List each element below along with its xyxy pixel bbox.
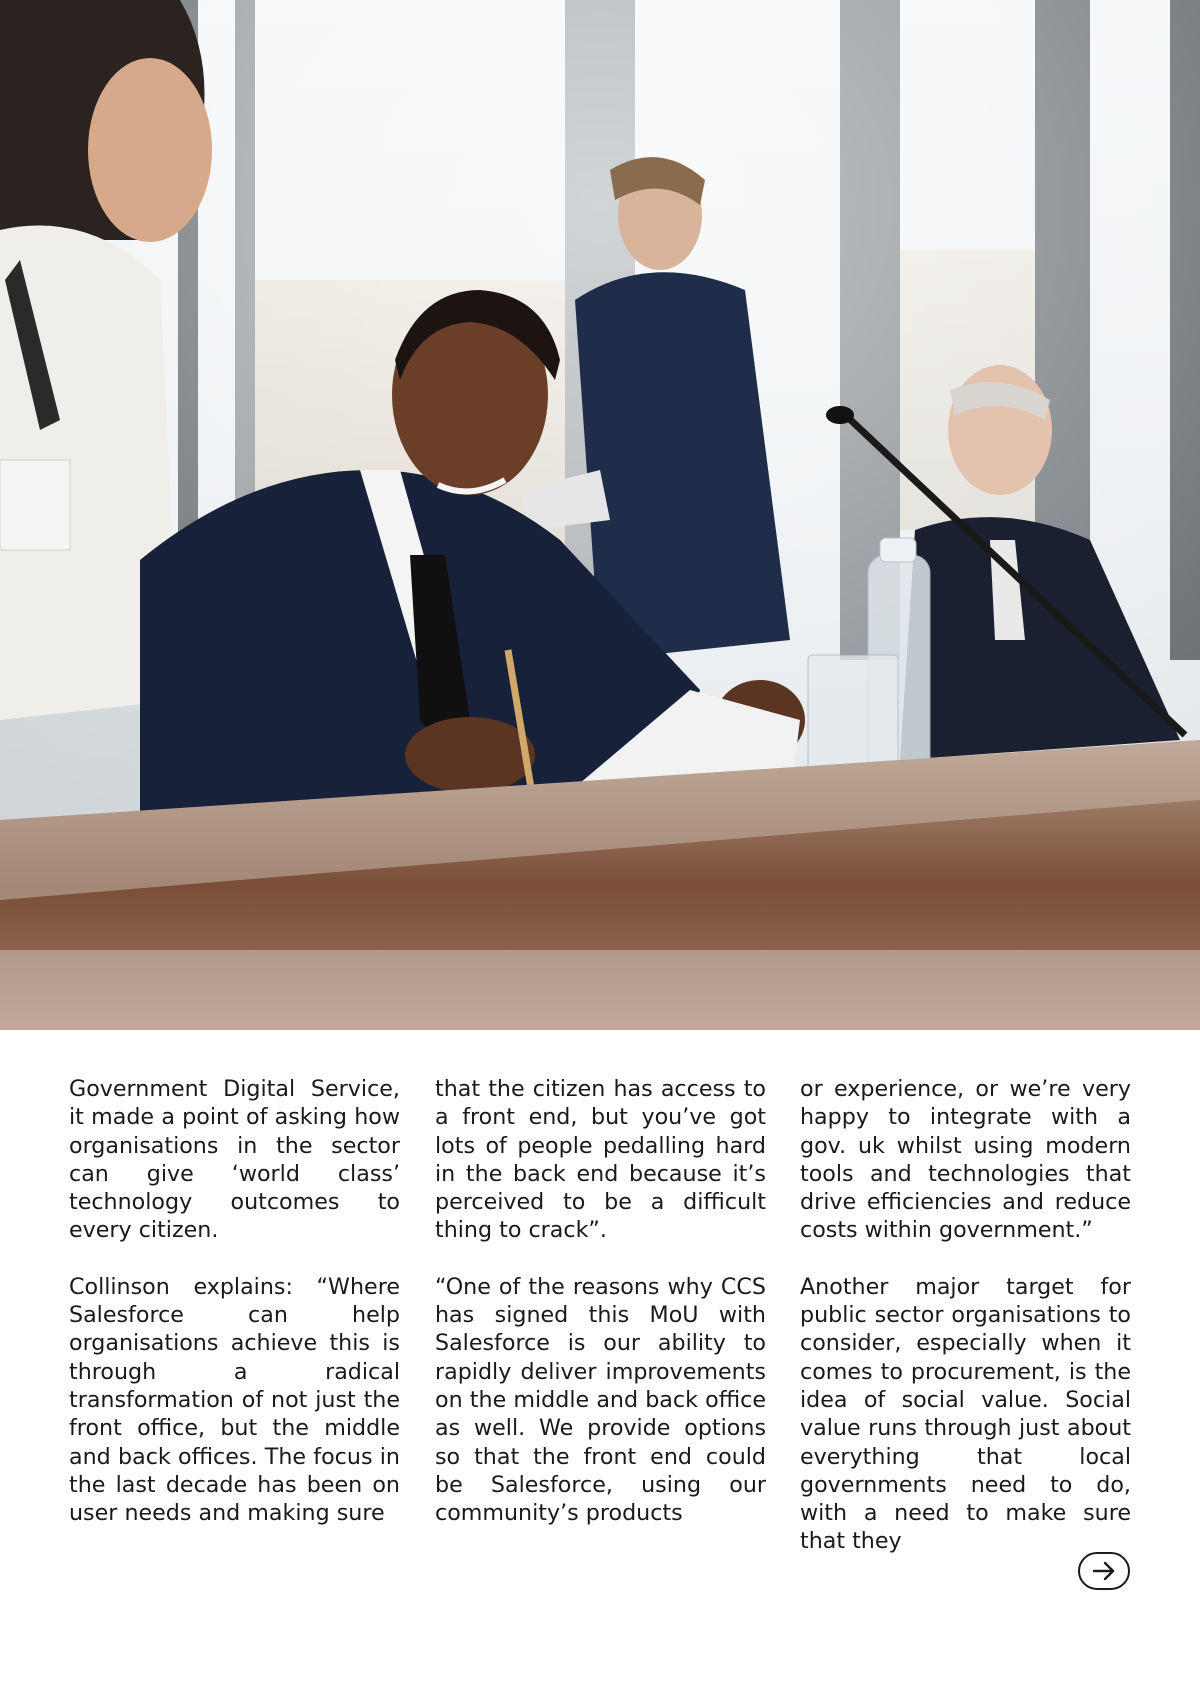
paragraph: Government Digital Service, it made a point of asking how organisations in the sector can give ‘world class’ technology outcomes to every citizen. bbox=[69, 1076, 400, 1244]
paragraph: Another major target for public sector organisations to consider, especially when it comes to procurement, is the idea of social value. Social value runs through just about everything that local governments need to do, with a need to make sure that they bbox=[800, 1273, 1131, 1555]
next-page-button[interactable] bbox=[1078, 1552, 1130, 1590]
paragraph: that the citizen has access to a front end, but you’ve got lots of people pedalling hard in the back end because it’s perceived to be a difficult thing to crack”. bbox=[435, 1076, 766, 1244]
article-column-1 bbox=[69, 1075, 400, 1555]
paragraph: or experience, or we’re very happy to integrate with a gov. uk whilst using modern tools and technologies that drive efficiencies and reduce costs within government.” bbox=[800, 1076, 1131, 1244]
article-column-3 bbox=[800, 1075, 1131, 1584]
paragraph: “One of the reasons why CCS has signed this MoU with Salesforce is our ability to rapidly deliver improvements on the middle and back office as well. We provide options so that the front end could be Salesforce, using our community’s products bbox=[435, 1273, 766, 1527]
arrow-right-icon bbox=[1091, 1560, 1117, 1582]
article-body bbox=[69, 1075, 1131, 1555]
paragraph: Collinson explains: “Where Salesforce can help organisations achieve this is through a radical transformation of not just the front office, but the middle and back offices. The focus in the last decade has been on user needs and making sure bbox=[69, 1273, 400, 1527]
article-column-2 bbox=[435, 1075, 766, 1555]
